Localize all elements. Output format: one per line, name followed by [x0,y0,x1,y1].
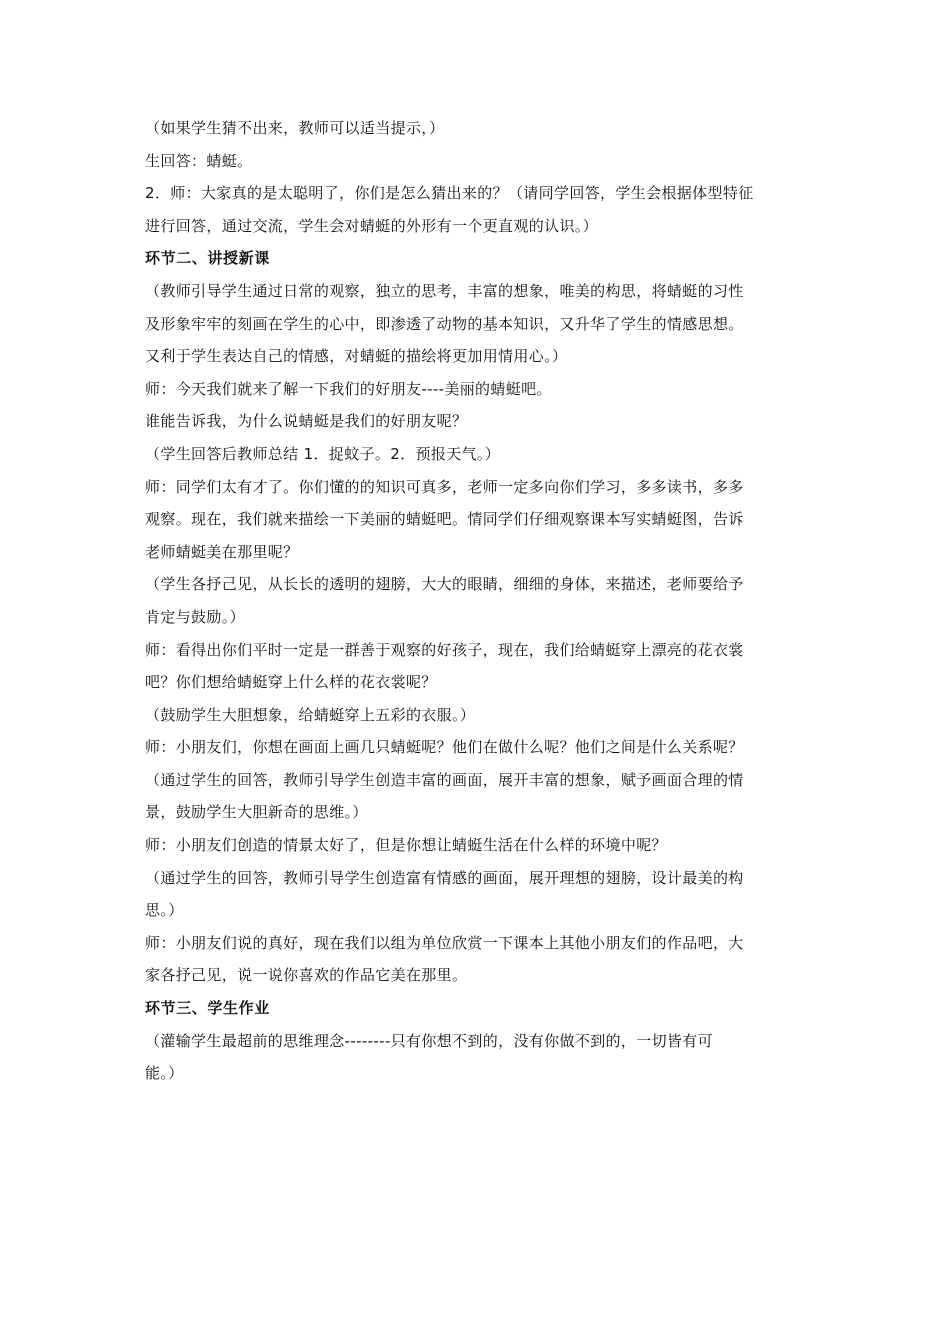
text-line: 2．师：大家真的是太聪明了，你们是怎么猜出来的？（请同学回答，学生会根据体型特征 [145,184,754,203]
text-line: （学生回答后教师总结 1．捉蚊子。2．预报天气。） [145,444,501,463]
text-line: （灌输学生最超前的思维理念--------只有你想不到的，没有你做不到的，一切皆有可 [145,1031,714,1050]
text-line: 师：小朋友们说的真好，现在我们以组为单位欣赏一下课本上其他小朋友们的作品吧，大 [145,933,744,952]
text-line: （鼓励学生大胆想象，给蜻蜓穿上五彩的衣服。） [145,705,476,724]
text-line: 景，鼓励学生大胆新奇的思维。） [145,803,368,822]
text-line: 师：看得出你们平时一定是一群善于观察的好孩子，现在，我们给蜻蜓穿上漂亮的花衣裳 [145,640,744,659]
text-line: 思。） [145,901,184,920]
document-body [145,112,810,1090]
text-line: 吧？你们想给蜻蜓穿上什么样的花衣裳呢？ [145,673,437,692]
text-line: 师：今天我们就来了解一下我们的好朋友----美丽的蜻蜓吧。 [145,379,552,398]
text-line: 师：小朋友们，你想在画面上画几只蜻蜓呢？他们在做什么呢？他们之间是什么关系呢？ [145,738,744,757]
text-line: 师：小朋友们创造的情景太好了，但是你想让蜻蜓生活在什么样的环境中呢？ [145,836,667,855]
text-line: 能。） [145,1064,184,1083]
text-line: （教师引导学生通过日常的观察，独立的思考，丰富的想象，唯美的构思，将蜻蜓的习性 [145,281,744,300]
text-line: 观察。现在，我们就来描绘一下美丽的蜻蜓吧。情同学们仔细观察课本写实蜻蜓图，告诉 [145,510,744,529]
text-line: （如果学生猜不出来，教师可以适当提示，） [145,119,445,137]
text-line: 又利于学生表达自己的情感，对蜻蜓的描绘将更加用情用心。） [145,347,568,366]
text-line: 老师蜻蜓美在那里呢？ [145,542,299,561]
text-line: 师：同学们太有才了。你们懂的的知识可真多，老师一定多向你们学习，多多读书，多多 [145,477,744,496]
text-line: （通过学生的回答，教师引导学生创造丰富的画面，展开丰富的想象，赋予画面合理的情 [145,770,744,789]
text-line: 生回答：蜻蜓。 [145,151,253,170]
text-line: （学生各抒己见，从长长的透明的翅膀，大大的眼睛，细细的身体，来描述，老师要给予 [145,575,744,594]
text-line: 肯定与鼓励。） [145,607,245,626]
text-line: 家各抒己见，说一说你喜欢的作品它美在那里。 [145,966,468,985]
section-heading: 环节三、学生作业 [145,999,270,1018]
text-line: 谁能告诉我，为什么说蜻蜓是我们的好朋友呢？ [145,412,468,431]
text-line: （通过学生的回答，教师引导学生创造富有情感的画面，展开理想的翅膀，设计最美的构 [145,868,744,887]
text-line: 进行回答，通过交流，学生会对蜻蜓的外形有一个更直观的认识。） [145,216,599,235]
text-line: 及形象牢牢的刻画在学生的心中，即渗透了动物的基本知识，又升华了学生的情感思想。 [145,314,744,333]
section-heading: 环节二、讲授新课 [145,249,270,268]
